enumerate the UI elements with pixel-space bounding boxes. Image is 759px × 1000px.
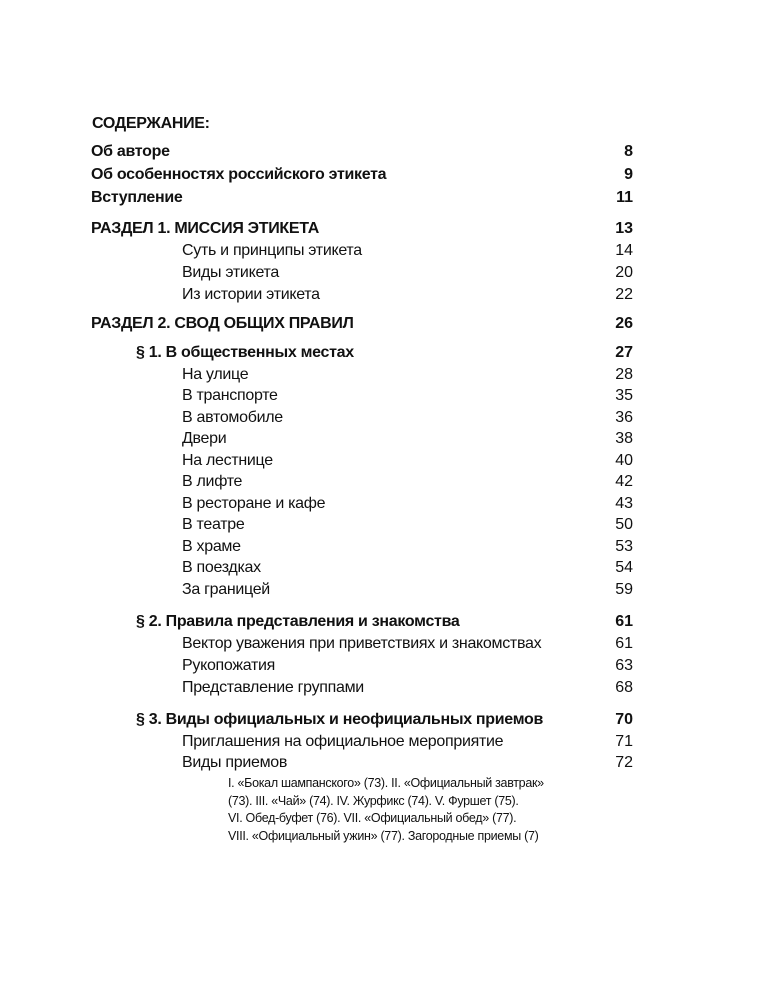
toc-entry xyxy=(0,557,759,579)
toc-heading: СОДЕРЖАНИЕ: xyxy=(92,115,210,132)
toc-entry-title: Приглашения на официальное мероприятие xyxy=(182,733,504,750)
toc-paragraph-page: 70 xyxy=(615,711,633,728)
note-line: (73). III. «Чай» (74). IV. Журфикс (74). V. Фуршет (75). xyxy=(228,793,519,808)
toc-subentries-note xyxy=(228,775,598,845)
toc-entry-page: 38 xyxy=(615,430,633,447)
toc-entry-page: 68 xyxy=(615,679,633,696)
toc-paragraph-1 xyxy=(0,342,759,364)
toc-entry xyxy=(0,752,759,774)
toc-entry-page: 42 xyxy=(615,473,633,490)
toc-section-page: 13 xyxy=(615,220,633,237)
toc-entry-page: 36 xyxy=(615,409,633,426)
toc-entry xyxy=(0,731,759,753)
toc-entry-title: В лифте xyxy=(182,473,243,490)
toc-entry xyxy=(0,385,759,407)
note-line: VIII. «Официальный ужин» (77). Загородные приемы (7) xyxy=(228,828,539,843)
toc-paragraph-page: 27 xyxy=(615,344,633,361)
toc-entry-title: Об авторе xyxy=(91,143,170,160)
toc-entry xyxy=(0,284,759,306)
toc-section-title: РАЗДЕЛ 2. СВОД ОБЩИХ ПРАВИЛ xyxy=(91,315,354,332)
toc-section-2 xyxy=(0,313,759,335)
toc-entry xyxy=(0,493,759,515)
toc-entry-title: Вектор уважения при приветствиях и знакомствах xyxy=(182,635,542,652)
toc-entry-page: 63 xyxy=(615,657,633,674)
toc-entry-title: Суть и принципы этикета xyxy=(182,242,362,259)
toc-entry-title: За границей xyxy=(182,581,270,598)
toc-paragraph-title: § 1. В общественных местах xyxy=(136,344,354,361)
toc-entry-title: На лестнице xyxy=(182,452,273,469)
toc-entry-title: В автомобиле xyxy=(182,409,283,426)
toc-entry-title: Вступление xyxy=(91,189,183,206)
toc-entry xyxy=(0,536,759,558)
toc-entry-title: Двери xyxy=(182,430,227,447)
toc-entry-page: 50 xyxy=(615,516,633,533)
toc-entry-page: 72 xyxy=(615,754,633,771)
toc-paragraph-title: § 2. Правила представления и знакомства xyxy=(136,613,460,630)
toc-entry-page: 59 xyxy=(615,581,633,598)
toc-entry-page: 40 xyxy=(615,452,633,469)
toc-entry xyxy=(0,428,759,450)
toc-entry xyxy=(0,633,759,655)
toc-entry-title: Виды приемов xyxy=(182,754,288,771)
note-line: I. «Бокал шампанского» (73). II. «Официальный завтрак» xyxy=(228,776,544,790)
toc-entry xyxy=(0,407,759,429)
toc-entry-page: 28 xyxy=(615,366,633,383)
toc-entry-title: В транспорте xyxy=(182,387,278,404)
toc-paragraph-3 xyxy=(0,709,759,731)
toc-entry xyxy=(0,187,759,209)
toc-entry-page: 43 xyxy=(615,495,633,512)
toc-entry xyxy=(0,677,759,699)
toc-entry-page: 53 xyxy=(615,538,633,555)
toc-entry xyxy=(0,579,759,601)
toc-entry-title: Из истории этикета xyxy=(182,286,320,303)
toc-entry-page: 54 xyxy=(615,559,633,576)
toc-entry-page: 8 xyxy=(624,143,633,160)
toc-entry xyxy=(0,655,759,677)
toc-paragraph-2 xyxy=(0,611,759,633)
toc-entry-title: Представление группами xyxy=(182,679,364,696)
toc-entry-title: Рукопожатия xyxy=(182,657,276,674)
toc-entry-page: 20 xyxy=(615,264,633,281)
toc-entry xyxy=(0,450,759,472)
toc-entry-title: Об особенностях российского этикета xyxy=(91,166,387,183)
toc-entry xyxy=(0,141,759,163)
toc-entry xyxy=(0,471,759,493)
toc-entry-page: 61 xyxy=(615,635,633,652)
toc-section-title: РАЗДЕЛ 1. МИССИЯ ЭТИКЕТА xyxy=(91,220,319,237)
toc-section-1 xyxy=(0,218,759,240)
toc-entry-page: 14 xyxy=(615,242,633,259)
toc-section-page: 26 xyxy=(615,315,633,332)
toc-entry-title: В ресторане и кафе xyxy=(182,495,326,512)
toc-entry xyxy=(0,514,759,536)
toc-entry xyxy=(0,164,759,186)
toc-entry-title: На улице xyxy=(182,366,249,383)
toc-entry-page: 71 xyxy=(615,733,633,750)
toc-paragraph-page: 61 xyxy=(615,613,633,630)
toc-entry-page: 9 xyxy=(624,166,633,183)
toc-entry-title: В храме xyxy=(182,538,241,555)
toc-entry-page: 35 xyxy=(615,387,633,404)
toc-paragraph-title: § 3. Виды официальных и неофициальных приемов xyxy=(136,711,544,728)
toc-entry xyxy=(0,240,759,262)
note-line: VI. Обед-буфет (76). VII. «Официальный обед» (77). xyxy=(228,811,517,825)
toc-entry-title: В поездках xyxy=(182,559,261,576)
toc-entry-page: 22 xyxy=(615,286,633,303)
toc-entry-page: 11 xyxy=(616,189,633,206)
toc-entry xyxy=(0,364,759,386)
toc-entry-title: В театре xyxy=(182,516,245,533)
toc-entry-title: Виды этикета xyxy=(182,264,279,281)
toc-entry xyxy=(0,262,759,284)
